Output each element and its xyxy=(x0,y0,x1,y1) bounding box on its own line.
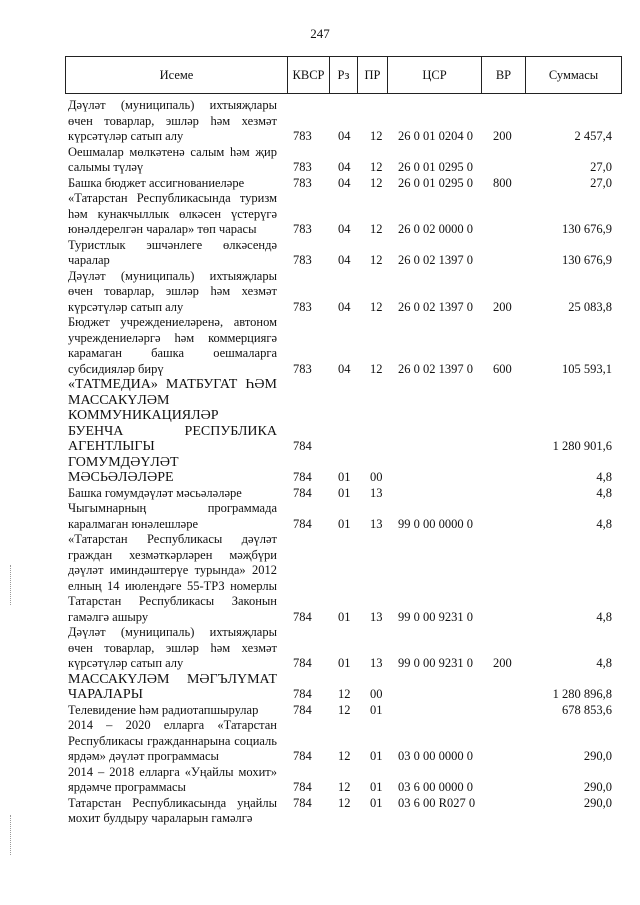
row-name: 2014 – 2018 елларга «Уңайлы мохит» ярдәмче программасы xyxy=(68,764,277,794)
row-pr: 01 xyxy=(370,780,383,794)
row-csr: 99 0 00 9231 0 xyxy=(398,656,473,670)
row-rz: 12 xyxy=(338,687,351,701)
row-name: 2014 – 2020 елларга «Татарстан Республикасы гражданнарына социаль ярдәм» дәүләт программасы xyxy=(68,718,277,763)
row-pr: 12 xyxy=(370,175,383,190)
row-rz: 04 xyxy=(338,253,351,267)
row-pr: 12 xyxy=(370,222,383,236)
row-rz: 01 xyxy=(338,516,351,531)
row-csr: 03 6 00 R027 0 xyxy=(398,795,476,810)
table-row xyxy=(65,532,621,625)
row-pr: 13 xyxy=(370,656,383,670)
row-pr: 13 xyxy=(370,485,383,500)
row-sum: 678 853,6 xyxy=(562,702,612,717)
row-name: Дәүләт (муниципаль) ихтыяҗлары өчен товарлар, эшләр һәм хезмәт күрсәтүләр сатып алу xyxy=(68,98,277,143)
row-name: Чыгымнарның программада каралмаган юнәлешләре xyxy=(68,501,277,531)
row-rz: 04 xyxy=(338,361,351,376)
row-sum: 290,0 xyxy=(583,780,612,794)
row-name: «Татарстан Республикасында туризм һәм кунакчыллык өлкәсен үстерүгә юнәлдерелгән чаралар» төп чарасы xyxy=(68,191,277,236)
table-row xyxy=(65,377,621,455)
row-sum: 25 083,8 xyxy=(568,299,612,314)
row-rz: 04 xyxy=(338,299,351,314)
row-rz: 01 xyxy=(338,656,351,670)
header-sum: Суммасы xyxy=(526,57,622,94)
row-kvsr: 784 xyxy=(293,656,312,670)
row-sum: 4,8 xyxy=(596,485,612,500)
row-vr: 200 xyxy=(493,656,512,670)
row-kvsr: 784 xyxy=(293,780,312,794)
row-name: «Татарстан Республикасы дәүләт граждан хезмәткәрләрен мәҗбүри дәүләт иминдәштерүе турында» 2012 елның 14 июлендәге 55-ТРЗ номерлы Татарстан Республикасы Законын гамәлгә ашыру xyxy=(68,532,277,624)
table-row xyxy=(65,625,621,672)
row-kvsr: 783 xyxy=(293,253,312,267)
row-csr: 26 0 02 0000 0 xyxy=(398,222,473,236)
row-sum: 4,8 xyxy=(596,516,612,531)
table-row xyxy=(65,718,621,765)
row-vr: 600 xyxy=(493,361,512,376)
row-csr: 26 0 02 1397 0 xyxy=(398,253,473,267)
row-csr: 99 0 00 0000 0 xyxy=(398,516,473,531)
table-row xyxy=(65,501,621,532)
table-row xyxy=(65,315,621,377)
row-rz: 04 xyxy=(338,222,351,236)
row-kvsr: 784 xyxy=(293,702,312,717)
row-pr: 12 xyxy=(370,160,383,174)
table-row xyxy=(65,703,621,719)
table-row xyxy=(65,455,621,486)
row-kvsr: 784 xyxy=(293,470,312,484)
header-kvsr: КВСР xyxy=(288,57,330,94)
row-pr: 12 xyxy=(370,299,383,314)
row-sum: 27,0 xyxy=(590,160,612,174)
row-sum: 27,0 xyxy=(590,175,612,190)
row-name: Дәүләт (муниципаль) ихтыяҗлары өчен товарлар, эшләр һәм хезмәт күрсәтүләр сатып алу xyxy=(68,268,277,314)
row-pr: 00 xyxy=(370,687,383,701)
row-rz: 01 xyxy=(338,609,351,624)
row-rz: 12 xyxy=(338,795,351,810)
table-header xyxy=(65,56,622,94)
row-name: Оешмалар мөлкәтенә салым һәм җир салымы түләү xyxy=(68,144,277,174)
table-row xyxy=(65,765,621,796)
row-name: Телевидение һәм радиотапшырулар xyxy=(68,702,259,717)
table-row xyxy=(65,796,621,827)
header-pr: ПР xyxy=(358,57,388,94)
row-rz: 04 xyxy=(338,175,351,190)
margin-tick-mark xyxy=(10,815,12,855)
row-kvsr: 784 xyxy=(293,795,312,810)
row-rz: 12 xyxy=(338,702,351,717)
row-pr: 12 xyxy=(370,361,383,376)
row-kvsr: 783 xyxy=(293,160,312,174)
row-name: Башка гомумдәүләт мәсьәләләре xyxy=(68,485,242,500)
row-kvsr: 783 xyxy=(293,129,312,143)
row-sum: 2 457,4 xyxy=(574,129,612,143)
row-name: Башка бюджет ассигнованиеләре xyxy=(68,175,245,190)
row-sum: 4,8 xyxy=(596,656,612,670)
row-sum: 290,0 xyxy=(583,795,612,810)
row-name: Туристлык эшчәнлеге өлкәсендә чаралар xyxy=(68,237,277,267)
row-sum: 4,8 xyxy=(596,470,612,484)
row-kvsr: 784 xyxy=(293,516,312,531)
row-vr: 800 xyxy=(493,175,512,190)
row-vr: 200 xyxy=(493,299,512,314)
row-kvsr: 783 xyxy=(293,222,312,236)
row-pr: 13 xyxy=(370,609,383,624)
table-row xyxy=(65,672,621,703)
row-pr: 12 xyxy=(370,253,383,267)
row-csr: 26 0 01 0295 0 xyxy=(398,160,473,174)
table-row xyxy=(65,191,621,238)
table-row xyxy=(65,145,621,176)
row-csr: 99 0 00 9231 0 xyxy=(398,609,473,624)
row-rz: 12 xyxy=(338,749,351,763)
row-csr: 26 0 02 1397 0 xyxy=(398,299,473,314)
row-name: Дәүләт (муниципаль) ихтыяҗлары өчен товарлар, эшләр һәм хезмәт күрсәтүләр сатып алу xyxy=(68,625,277,670)
row-rz: 12 xyxy=(338,780,351,794)
row-pr: 00 xyxy=(370,470,383,484)
row-sum: 1 280 901,6 xyxy=(552,439,612,453)
row-kvsr: 783 xyxy=(293,361,312,376)
header-rz: Рз xyxy=(330,57,358,94)
row-pr: 13 xyxy=(370,516,383,531)
row-csr: 03 0 00 0000 0 xyxy=(398,749,473,763)
row-sum: 1 280 896,8 xyxy=(552,687,612,701)
header-vr: ВР xyxy=(482,57,526,94)
row-name: МАССАКҮЛӘМ МӘГЪЛҮМАТ ЧАРАЛАРЫ xyxy=(68,671,277,702)
row-name: Бюджет учреждениеләренә, автоном учреждениеләргә һәм коммерциягә карамаган башка оешмаларга субсидияләр бирү xyxy=(68,315,277,376)
row-csr: 26 0 01 0204 0 xyxy=(398,129,473,143)
row-kvsr: 784 xyxy=(293,749,312,763)
row-csr: 03 6 00 0000 0 xyxy=(398,780,473,794)
table-row xyxy=(65,486,621,502)
row-kvsr: 784 xyxy=(293,439,312,453)
row-sum: 290,0 xyxy=(583,749,612,763)
row-name: Татарстан Республикасында уңайлы мохит булдыру чараларын гамәлгә xyxy=(68,795,277,825)
row-rz: 04 xyxy=(338,160,351,174)
row-pr: 01 xyxy=(370,749,383,763)
row-kvsr: 784 xyxy=(293,609,312,624)
row-pr: 01 xyxy=(370,702,383,717)
row-kvsr: 783 xyxy=(293,175,312,190)
table-row xyxy=(65,176,621,192)
row-kvsr: 784 xyxy=(293,485,312,500)
row-sum: 4,8 xyxy=(596,609,612,624)
table-row xyxy=(65,269,621,316)
row-vr: 200 xyxy=(493,129,512,143)
row-rz: 04 xyxy=(338,129,351,143)
row-kvsr: 784 xyxy=(293,687,312,701)
row-kvsr: 783 xyxy=(293,299,312,314)
row-csr: 26 0 01 0295 0 xyxy=(398,175,473,190)
row-rz: 01 xyxy=(338,470,351,484)
row-rz: 01 xyxy=(338,485,351,500)
page-number: 247 xyxy=(310,26,330,41)
row-sum: 130 676,9 xyxy=(562,222,612,236)
row-csr: 26 0 02 1397 0 xyxy=(398,361,473,376)
table-row xyxy=(65,98,621,145)
row-sum: 130 676,9 xyxy=(562,253,612,267)
row-pr: 12 xyxy=(370,129,383,143)
table-row xyxy=(65,238,621,269)
row-name: ГОМУМДӘҮЛӘТ МӘСЬӘЛӘЛӘРЕ xyxy=(68,454,179,485)
table-body xyxy=(65,98,621,827)
row-name: «ТАТМЕДИА» МАТБУГАТ ҺӘМ МАССАКҮЛӘМ КОММУНИКАЦИЯЛӘР БУЕНЧА РЕСПУБЛИКА АГЕНТЛЫГЫ xyxy=(68,377,277,454)
row-pr: 01 xyxy=(370,795,383,810)
row-sum: 105 593,1 xyxy=(562,361,612,376)
header-csr: ЦСР xyxy=(388,57,482,94)
header-name: Исеме xyxy=(66,57,288,94)
margin-tick-mark xyxy=(10,565,12,605)
